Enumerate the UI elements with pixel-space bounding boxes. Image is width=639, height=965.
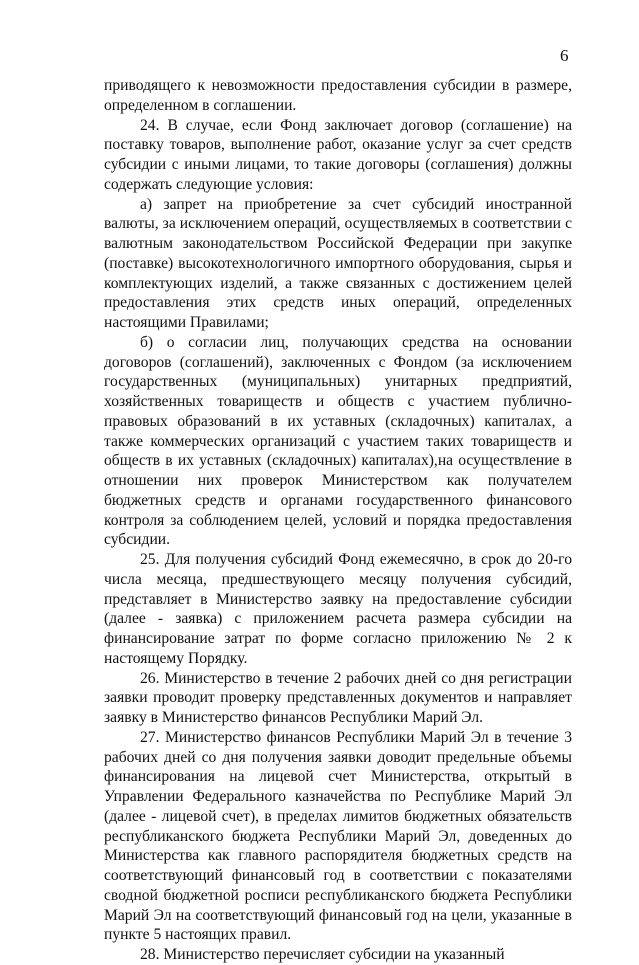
- paragraph-item-25: 25. Для получения субсидий Фонд ежемесячно, в срок до 20-го числа месяца, предшествующего месяцу получения субсидий, представляет в Министерство заявку на предоставление субсидии (далее - заявка) с приложением расчета размера субсидии на финансирование затрат по форме согласно приложению № 2 к настоящему Порядку.: [104, 551, 572, 667]
- paragraph-subitem-b: б) о согласии лиц, получающих средства на основании договоров (соглашений), заключенных с Фондом (за исключением государственных (муниципальных) унитарных предприятий, хозяйственных товариществ и обществ с участием публично-правовых образований в их уставных (складочных) капиталах, а также коммерческих организаций с участием таких товариществ и обществ в их уставных (складочных) капиталах),на осуществление в отношении них проверок Министерством как получателем бюджетных средств и органами государственного финансового контроля за соблюдением целей, условий и порядка предоставления субсидии.: [104, 333, 572, 549]
- document-body: [104, 76, 572, 965]
- paragraph-item-27: 27. Министерство финансов Республики Марий Эл в течение 3 рабочих дней со дня получения заявки доводит предельные объемы финансирования на лицевой счет Министерства, открытый в Управлении Федерального казначейства по Республике Марий Эл (далее - лицевой счет), в пределах лимитов бюджетных обязательств республиканского бюджета Республики Марий Эл, доведенных до Министерства как главного распорядителя бюджетных средств на соответствующий финансовый год в соответствии с показателями сводной бюджетной росписи республиканского бюджета Республики Марий Эл на соответствующий финансовый год на цели, указанные в пункте 5 настоящих правил.: [104, 728, 572, 944]
- paragraph-continuation: приводящего к невозможности предоставления субсидии в размере, определенном в соглашении.: [104, 77, 572, 114]
- paragraph-subitem-a: а) запрет на приобретение за счет субсидий иностранной валюты, за исключением операций, осуществляемых в соответствии с валютным законодательством Российской Федерации при закупке (поставке) высокотехнологичного импортного оборудования, сырья и комплектующих изделий, а также связанных с достижением целей предоставления этих средств иных операций, определенных настоящими Правилами;: [104, 195, 572, 331]
- page-number: 6: [560, 46, 569, 65]
- paragraph-item-24: 24. В случае, если Фонд заключает договор (соглашение) на поставку товаров, выполнение работ, оказание услуг за счет средств субсидии с иными лицами, то такие договоры (соглашения) должны содержать следующие условия:: [104, 116, 572, 193]
- paragraph-item-26: 26. Министерство в течение 2 рабочих дней со дня регистрации заявки проводит проверку представленных документов и направляет заявку в Министерство финансов Республики Марий Эл.: [104, 669, 572, 726]
- paragraph-item-28: 28. Министерство перечисляет субсидии на указанный: [140, 946, 505, 963]
